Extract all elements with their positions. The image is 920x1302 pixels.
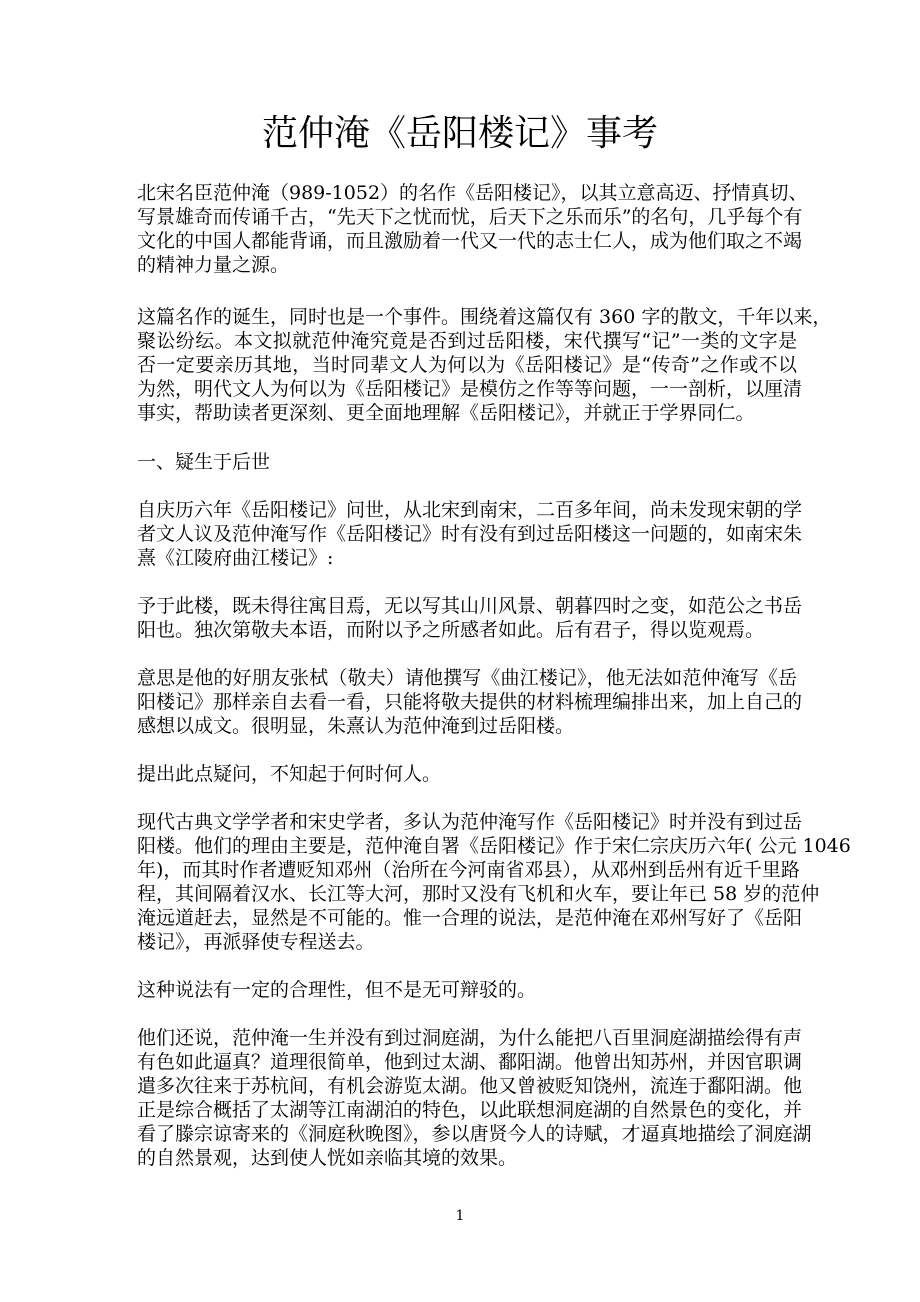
text-line: 事实，帮助读者更深刻、更全面地理解《岳阳楼记》，并就正于学界同仁。 (137, 402, 755, 424)
text-line: 看了滕宗谅寄来的《洞庭秋晚图》，参以唐贤今人的诗赋，才逼真地描绘了洞庭湖 (137, 1123, 812, 1145)
text-line: 程，其间隔着汉水、长江等大河，那时又没有飞机和火车，要让年已 58 岁的范仲 (137, 883, 820, 905)
text-line: 阳楼记》那样亲自去看一看，只能将敬夫提供的材料梳理编排出来，加上自己的 (137, 691, 803, 713)
text-line: 熹《江陵府曲江楼记》: (137, 547, 334, 569)
text-line: 他们还说，范仲淹一生并没有到过洞庭湖，为什么能把八百里洞庭湖描绘得有声 (137, 1027, 803, 1049)
paragraph (137, 978, 797, 1002)
paragraph (137, 666, 803, 738)
text-line: 阳也。独次第敬夫本语，而附以予之所感者如此。后有君子，得以览观焉。 (137, 619, 765, 641)
paragraph (137, 594, 803, 642)
text-line: 有色如此逼真？道理很简单，他到过太湖、鄱阳湖。他曾出知苏州，并因官职调 (137, 1051, 803, 1073)
text-line: 提出此点疑问，不知起于何时何人。 (137, 763, 442, 785)
text-line: 的自然景观，达到使人恍如亲临其境的效果。 (137, 1147, 518, 1169)
document-title: 范仲淹《岳阳楼记》事考 (261, 113, 658, 154)
text-line: 年)，而其时作者遭贬知邓州（治所在今河南省邓县），从邓州到岳州有近千里路 (137, 859, 800, 881)
text-line: 为然，明代文人为何以为《岳阳楼记》是模仿之作等等问题，一一剖析，以厘清 (137, 378, 803, 400)
text-line: 一、疑生于后世 (137, 451, 271, 473)
text-line: 写景雄奇而传诵千古，“先天下之忧而忧，后天下之乐而乐”的名句，几乎每个有 (137, 206, 803, 228)
text-line: 楼记》，再派驿使专程送去。 (137, 931, 375, 953)
text-line: 予于此楼，既未得往寓目焉，无以写其山川风景、朝暮四时之变，如范公之书岳 (137, 595, 803, 617)
text-line: 的精神力量之源。 (137, 254, 290, 276)
paragraph (137, 181, 808, 277)
paragraph (137, 1026, 812, 1170)
text-line: 阳楼。他们的理由主要是，范仲淹自署《岳阳楼记》作于宋仁宗庆历六年( 公元 1046 (137, 835, 851, 857)
text-line: 淹远道赶去，显然是不可能的。惟一合理的说法，是范仲淹在邓州写好了《岳阳 (137, 907, 803, 929)
section-heading (137, 450, 797, 474)
paragraph (137, 498, 803, 570)
text-line: 文化的中国人都能背诵，而且激励着一代又一代的志士仁人，成为他们取之不竭 (137, 230, 803, 252)
paragraph (137, 810, 851, 954)
paragraph (137, 762, 797, 786)
text-line: 者文人议及范仲淹写作《岳阳楼记》时有没有到过岳阳楼这一问题的，如南宋朱 (137, 523, 803, 545)
text-line: 感想以成文。很明显，朱熹认为范仲淹到过岳阳楼。 (137, 715, 575, 737)
text-line: 北宋名臣范仲淹（989-1052）的名作《岳阳楼记》，以其立意高迈、抒情真切、 (137, 182, 808, 204)
text-line: 正是综合概括了太湖等江南湖泊的特色，以此联想洞庭湖的自然景色的变化，并 (137, 1099, 803, 1121)
text-line: 聚讼纷纭。本文拟就范仲淹究竟是否到过岳阳楼，宋代撰写“记”一类的文字是 (137, 330, 797, 352)
text-line: 意思是他的好朋友张栻（敬夫）请他撰写《曲江楼记》，他无法如范仲淹写《岳 (137, 667, 797, 689)
text-line: 自庆历六年《岳阳楼记》问世，从北宋到南宋，二百多年间，尚未发现宋朝的学 (137, 499, 803, 521)
paragraph (137, 305, 832, 425)
text-line: 现代古典文学学者和宋史学者，多认为范仲淹写作《岳阳楼记》时并没有到过岳 (137, 811, 803, 833)
text-line: 这篇名作的诞生，同时也是一个事件。围绕着这篇仅有 360 字的散文，千年以来， (137, 306, 832, 328)
text-line: 否一定要亲历其地，当时同辈文人为何以为《岳阳楼记》是“传奇”之作或不以 (137, 354, 797, 376)
text-line: 遣多次往来于苏杭间，有机会游览太湖。他又曾被贬知饶州，流连于鄱阳湖。他 (137, 1075, 803, 1097)
text-line: 这种说法有一定的合理性，但不是无可辩驳的。 (137, 979, 537, 1001)
page-number: 1 (455, 1208, 465, 1224)
